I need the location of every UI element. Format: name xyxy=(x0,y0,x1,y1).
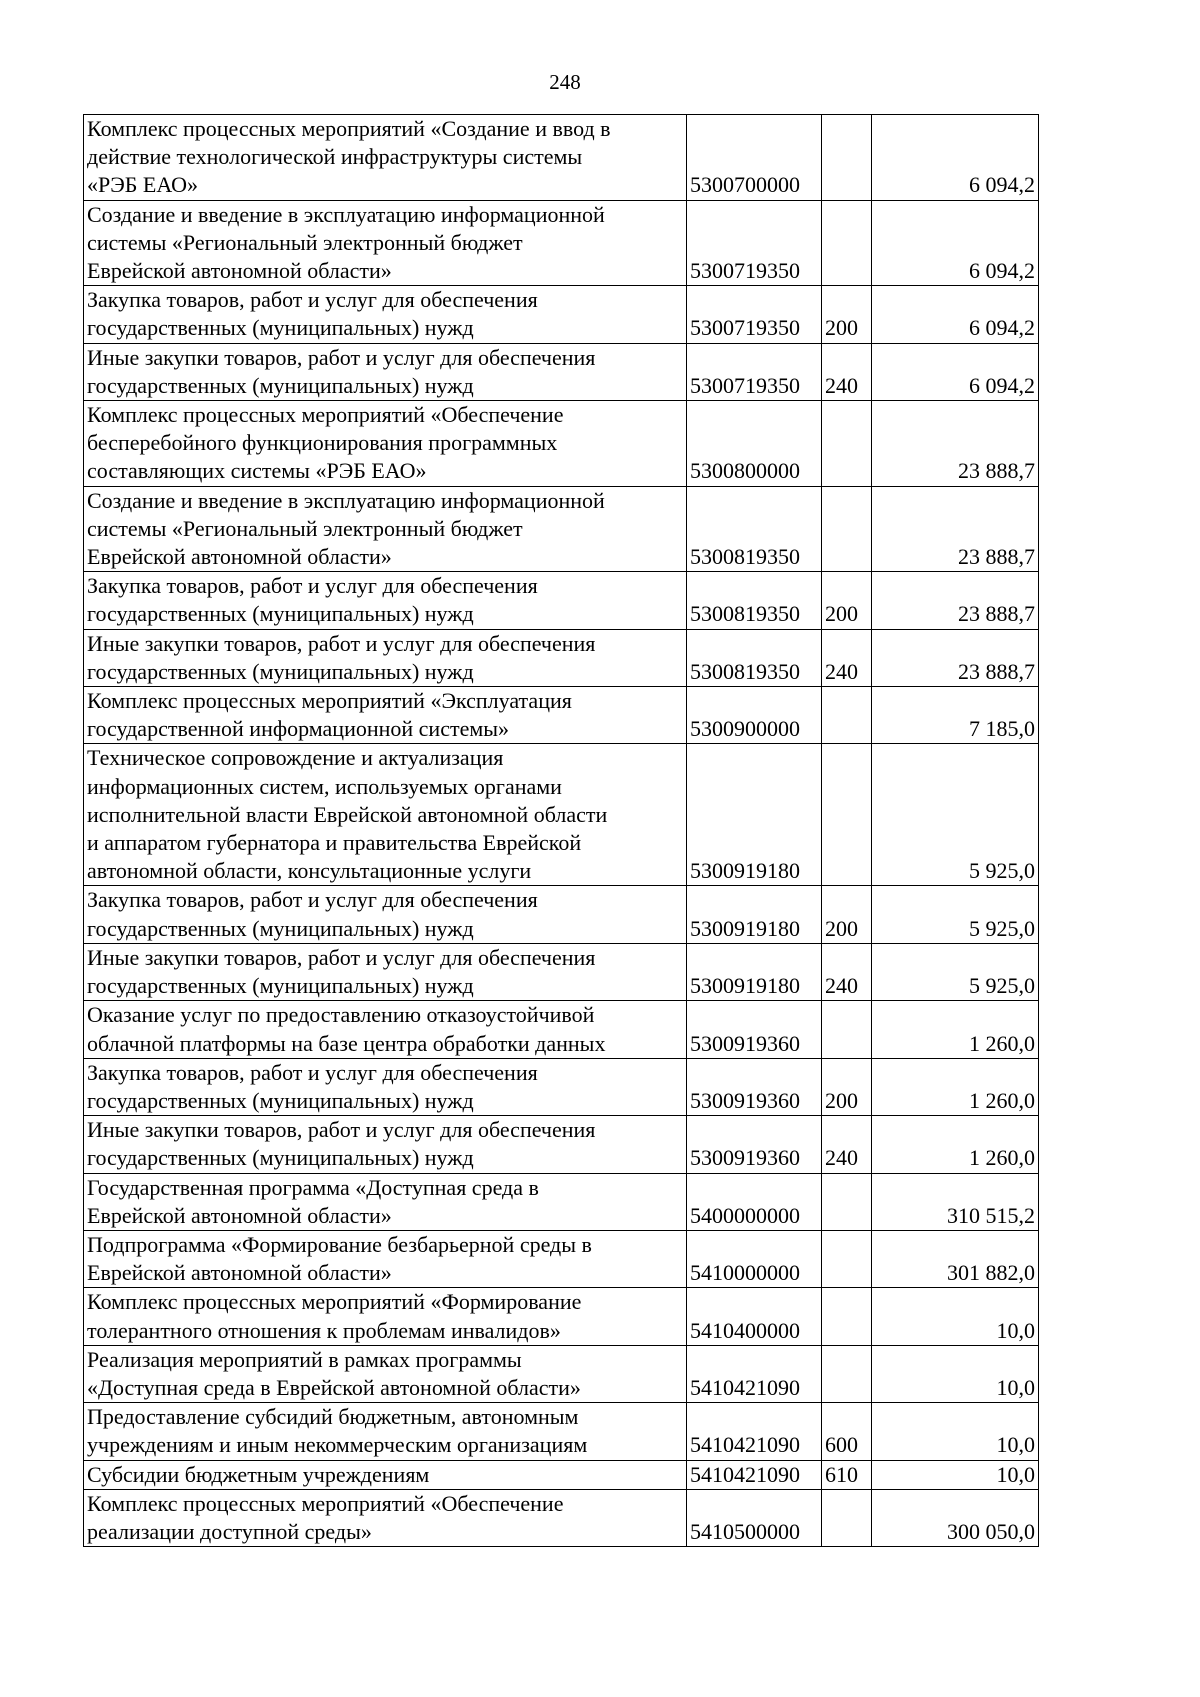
table-row xyxy=(84,572,1039,629)
row-target-code: 5300819350 xyxy=(687,572,822,629)
table-row xyxy=(84,886,1039,943)
row-amount: 10,0 xyxy=(872,1288,1039,1345)
table-row xyxy=(84,943,1039,1000)
row-expense-type xyxy=(822,687,872,744)
budget-table-body xyxy=(84,115,1039,1547)
row-amount: 1 260,0 xyxy=(872,1116,1039,1173)
row-description: Техническое сопровождение и актуализация информационных систем, используемых органами исполнительной власти Еврейской автономной области и аппаратом губернатора и правительства Еврейской автономной области, консультационные услуги xyxy=(84,744,687,886)
row-expense-type: 240 xyxy=(822,1116,872,1173)
row-amount: 5 925,0 xyxy=(872,886,1039,943)
row-target-code: 5410421090 xyxy=(687,1460,822,1489)
row-amount: 300 050,0 xyxy=(872,1489,1039,1546)
row-expense-type xyxy=(822,401,872,487)
table-row xyxy=(84,115,1039,201)
table-row xyxy=(84,1403,1039,1460)
row-description: Иные закупки товаров, работ и услуг для обеспечения государственных (муниципальных) нужд xyxy=(84,943,687,1000)
row-expense-type xyxy=(822,1489,872,1546)
row-target-code: 5300919180 xyxy=(687,943,822,1000)
row-target-code: 5400000000 xyxy=(687,1173,822,1230)
row-amount: 23 888,7 xyxy=(872,401,1039,487)
row-description: Иные закупки товаров, работ и услуг для обеспечения государственных (муниципальных) нужд xyxy=(84,629,687,686)
row-amount: 10,0 xyxy=(872,1460,1039,1489)
row-target-code: 5410500000 xyxy=(687,1489,822,1546)
row-amount: 5 925,0 xyxy=(872,943,1039,1000)
row-target-code: 5300819350 xyxy=(687,629,822,686)
row-amount: 301 882,0 xyxy=(872,1230,1039,1287)
row-amount: 23 888,7 xyxy=(872,572,1039,629)
row-description: Субсидии бюджетным учреждениям xyxy=(84,1460,687,1489)
row-amount: 7 185,0 xyxy=(872,687,1039,744)
row-target-code: 5300800000 xyxy=(687,401,822,487)
table-row xyxy=(84,629,1039,686)
table-row xyxy=(84,1345,1039,1402)
row-description: Реализация мероприятий в рамках программы «Доступная среда в Еврейской автономной области» xyxy=(84,1345,687,1402)
row-amount: 1 260,0 xyxy=(872,1001,1039,1058)
table-row xyxy=(84,1058,1039,1115)
row-amount: 1 260,0 xyxy=(872,1058,1039,1115)
row-amount: 10,0 xyxy=(872,1345,1039,1402)
row-expense-type: 240 xyxy=(822,343,872,400)
table-row xyxy=(84,1288,1039,1345)
row-target-code: 5300919360 xyxy=(687,1116,822,1173)
budget-table xyxy=(83,114,1039,1547)
row-description: Комплекс процессных мероприятий «Создание и ввод в действие технологической инфраструктуры системы «РЭБ ЕАО» xyxy=(84,115,687,201)
row-description: Создание и введение в эксплуатацию информационной системы «Региональный электронный бюджет Еврейской автономной области» xyxy=(84,486,687,572)
row-amount: 23 888,7 xyxy=(872,486,1039,572)
row-description: Закупка товаров, работ и услуг для обеспечения государственных (муниципальных) нужд xyxy=(84,572,687,629)
row-description: Иные закупки товаров, работ и услуг для обеспечения государственных (муниципальных) нужд xyxy=(84,343,687,400)
table-row xyxy=(84,1460,1039,1489)
table-row xyxy=(84,1173,1039,1230)
row-amount: 5 925,0 xyxy=(872,744,1039,886)
row-target-code: 5410400000 xyxy=(687,1288,822,1345)
row-expense-type xyxy=(822,1345,872,1402)
row-expense-type xyxy=(822,200,872,286)
row-target-code: 5300719350 xyxy=(687,200,822,286)
row-expense-type xyxy=(822,1230,872,1287)
table-row xyxy=(84,1001,1039,1058)
row-expense-type: 200 xyxy=(822,886,872,943)
row-expense-type: 200 xyxy=(822,286,872,343)
row-expense-type: 200 xyxy=(822,1058,872,1115)
row-description: Оказание услуг по предоставлению отказоустойчивой облачной платформы на базе центра обработки данных xyxy=(84,1001,687,1058)
page-number: 248 xyxy=(549,70,581,94)
row-description: Закупка товаров, работ и услуг для обеспечения государственных (муниципальных) нужд xyxy=(84,1058,687,1115)
row-description: Комплекс процессных мероприятий «Обеспечение реализации доступной среды» xyxy=(84,1489,687,1546)
table-row xyxy=(84,1230,1039,1287)
row-amount: 10,0 xyxy=(872,1403,1039,1460)
row-description: Закупка товаров, работ и услуг для обеспечения государственных (муниципальных) нужд xyxy=(84,886,687,943)
row-description: Государственная программа «Доступная среда в Еврейской автономной области» xyxy=(84,1173,687,1230)
row-target-code: 5300919360 xyxy=(687,1058,822,1115)
row-expense-type xyxy=(822,1001,872,1058)
table-row xyxy=(84,286,1039,343)
row-amount: 6 094,2 xyxy=(872,200,1039,286)
row-amount: 6 094,2 xyxy=(872,115,1039,201)
table-row xyxy=(84,1489,1039,1546)
table-row xyxy=(84,200,1039,286)
row-expense-type: 600 xyxy=(822,1403,872,1460)
row-amount: 23 888,7 xyxy=(872,629,1039,686)
table-row xyxy=(84,343,1039,400)
row-target-code: 5410000000 xyxy=(687,1230,822,1287)
row-description: Комплекс процессных мероприятий «Обеспечение бесперебойного функционирования программных составляющих системы «РЭБ ЕАО» xyxy=(84,401,687,487)
row-target-code: 5300919180 xyxy=(687,886,822,943)
row-expense-type: 610 xyxy=(822,1460,872,1489)
row-description: Иные закупки товаров, работ и услуг для обеспечения государственных (муниципальных) нужд xyxy=(84,1116,687,1173)
row-target-code: 5300919360 xyxy=(687,1001,822,1058)
row-description: Комплекс процессных мероприятий «Эксплуатация государственной информационной системы» xyxy=(84,687,687,744)
row-expense-type xyxy=(822,115,872,201)
row-target-code: 5300819350 xyxy=(687,486,822,572)
table-row xyxy=(84,744,1039,886)
row-expense-type: 240 xyxy=(822,943,872,1000)
row-amount: 6 094,2 xyxy=(872,343,1039,400)
row-description: Создание и введение в эксплуатацию информационной системы «Региональный электронный бюджет Еврейской автономной области» xyxy=(84,200,687,286)
row-description: Подпрограмма «Формирование безбарьерной среды в Еврейской автономной области» xyxy=(84,1230,687,1287)
row-expense-type xyxy=(822,744,872,886)
table-row xyxy=(84,486,1039,572)
table-row xyxy=(84,401,1039,487)
row-target-code: 5300919180 xyxy=(687,744,822,886)
table-row xyxy=(84,1116,1039,1173)
row-expense-type xyxy=(822,1288,872,1345)
row-description: Закупка товаров, работ и услуг для обеспечения государственных (муниципальных) нужд xyxy=(84,286,687,343)
row-target-code: 5410421090 xyxy=(687,1345,822,1402)
row-expense-type xyxy=(822,1173,872,1230)
row-description: Предоставление субсидий бюджетным, автономным учреждениям и иным некоммерческим организациям xyxy=(84,1403,687,1460)
row-expense-type xyxy=(822,486,872,572)
row-target-code: 5300719350 xyxy=(687,343,822,400)
row-expense-type: 200 xyxy=(822,572,872,629)
row-amount: 6 094,2 xyxy=(872,286,1039,343)
row-target-code: 5410421090 xyxy=(687,1403,822,1460)
table-row xyxy=(84,687,1039,744)
row-target-code: 5300719350 xyxy=(687,286,822,343)
row-expense-type: 240 xyxy=(822,629,872,686)
row-target-code: 5300700000 xyxy=(687,115,822,201)
row-target-code: 5300900000 xyxy=(687,687,822,744)
row-description: Комплекс процессных мероприятий «Формирование толерантного отношения к проблемам инвалидов» xyxy=(84,1288,687,1345)
row-amount: 310 515,2 xyxy=(872,1173,1039,1230)
